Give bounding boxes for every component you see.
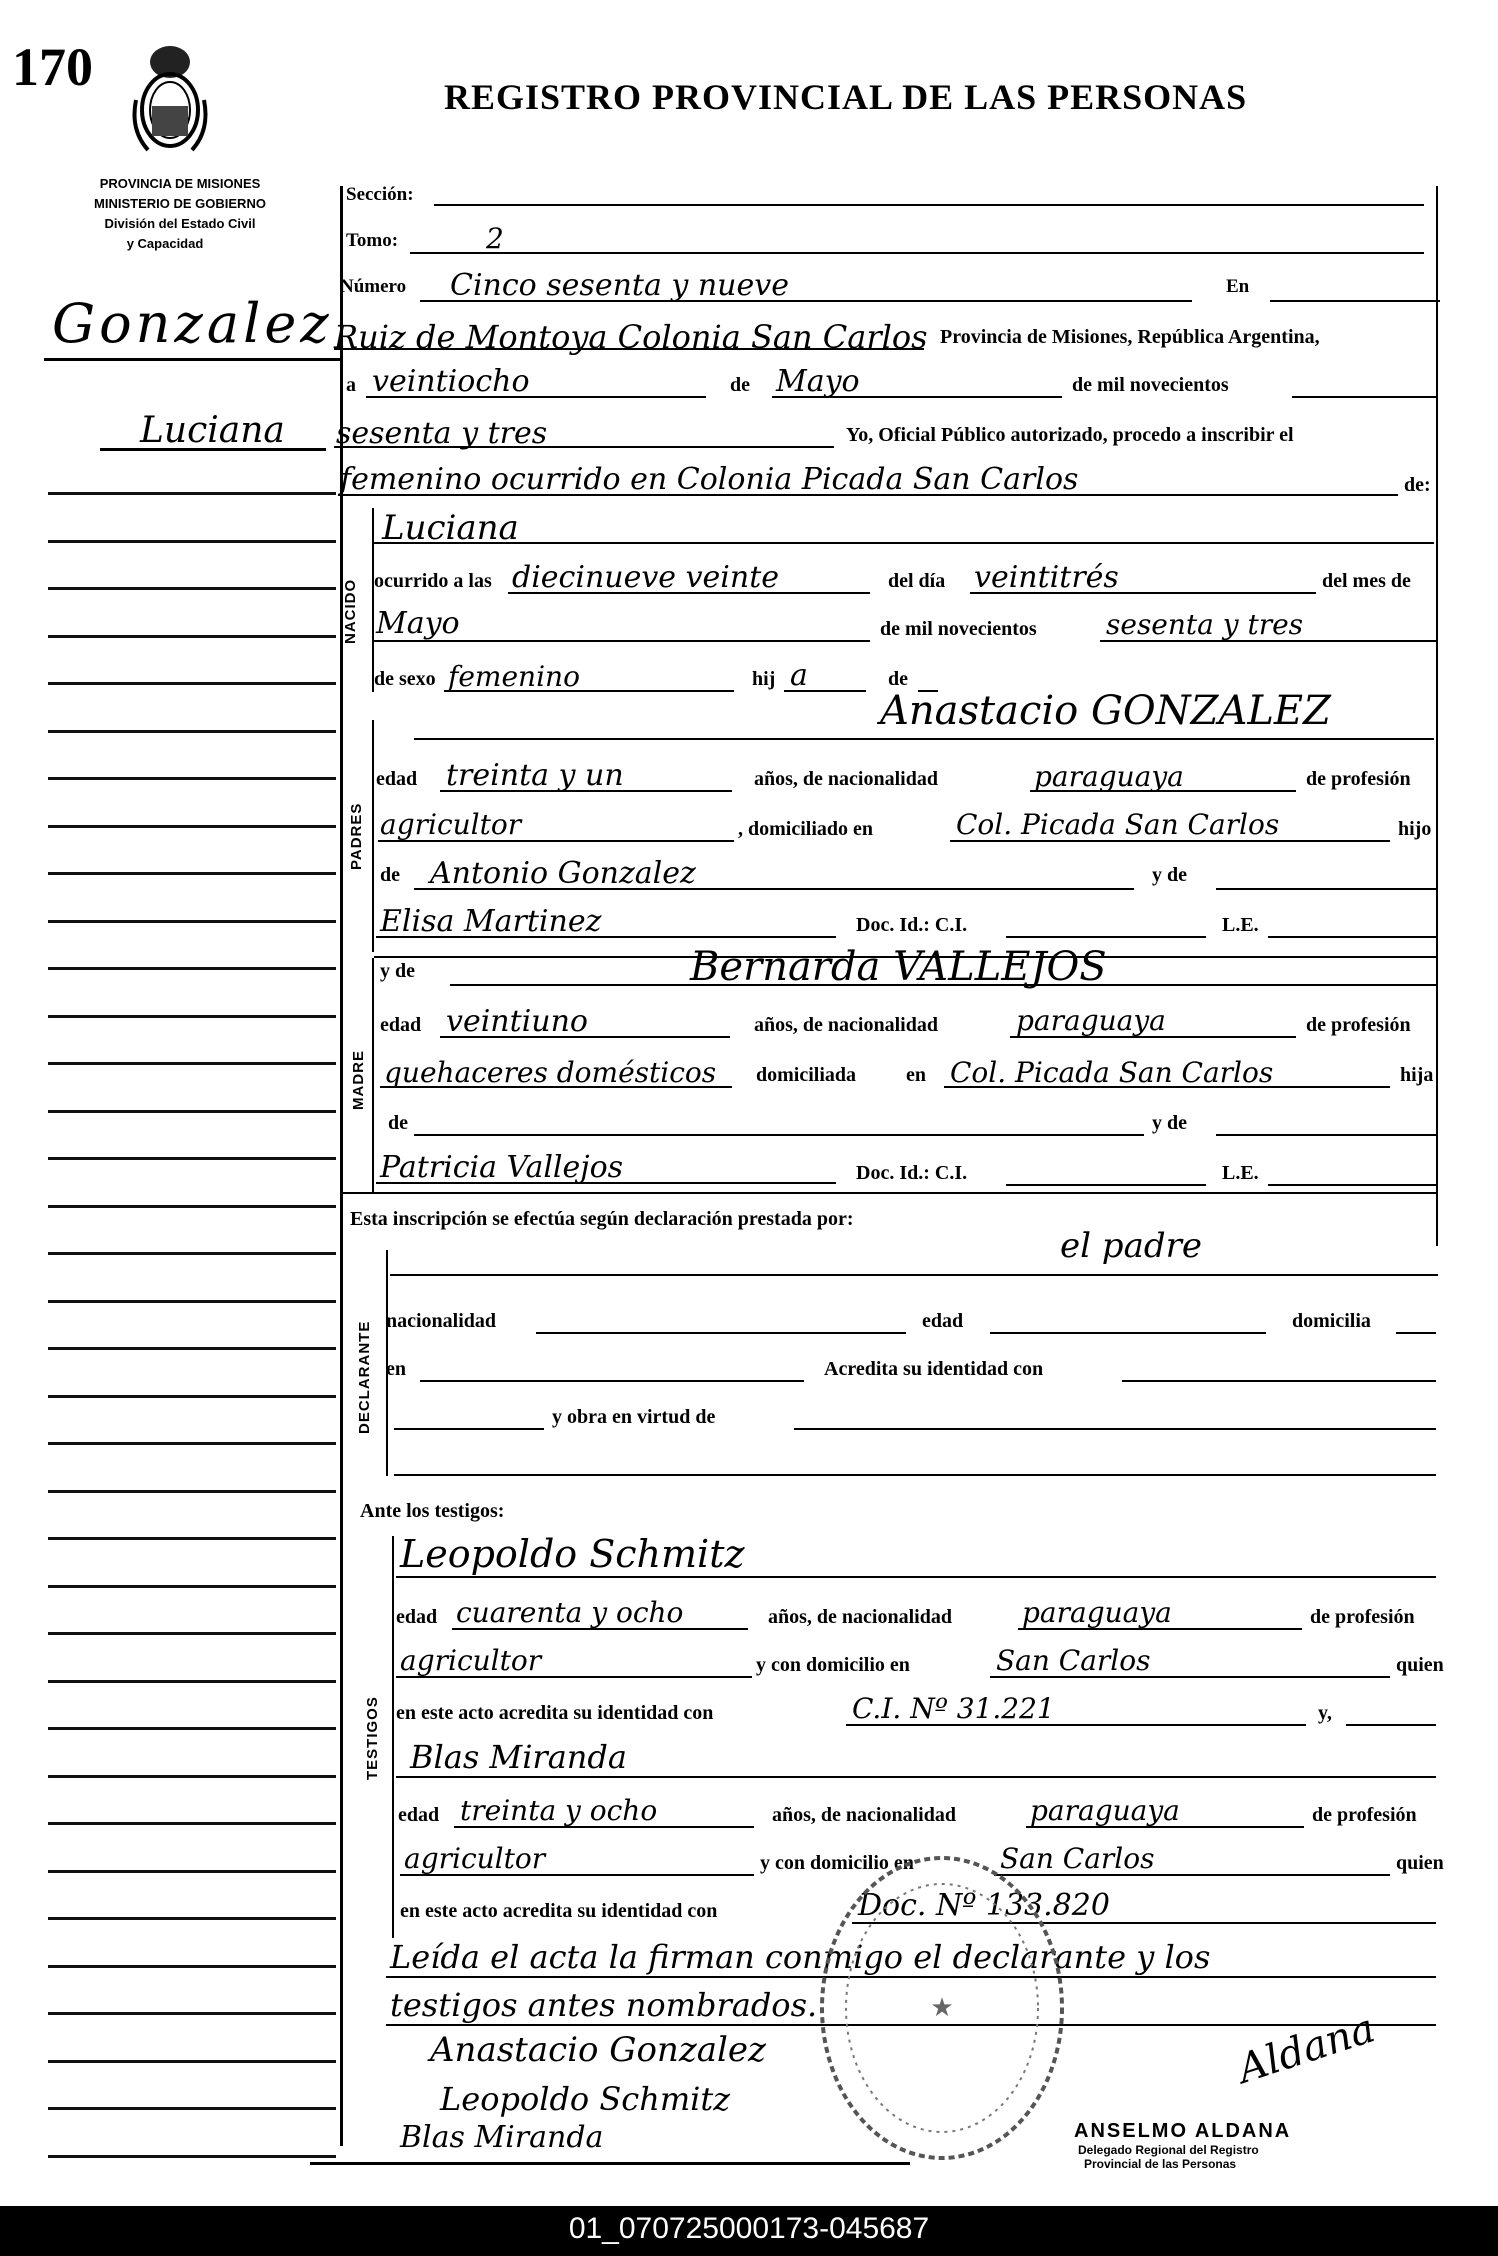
madre-madre-value: Patricia Vallejos <box>380 1150 624 1185</box>
lugar-nacimiento-field <box>338 494 1398 496</box>
madre-y-de-field <box>1216 1134 1436 1136</box>
testigo2-quien-label: quien <box>1396 1852 1444 1874</box>
de2-label: de <box>888 668 908 690</box>
margin-rule-line <box>48 587 336 590</box>
en-field <box>1270 300 1440 302</box>
testigo2-edad-value: treinta y ocho <box>460 1794 658 1827</box>
madre-profesion-value: quehaceres domésticos <box>384 1056 717 1089</box>
padre-de-label: de <box>380 864 400 886</box>
madre-le-label: L.E. <box>1222 1162 1259 1184</box>
margin-rule-line <box>48 777 336 780</box>
a-label: a <box>346 374 356 396</box>
testigo1-domicilio-value: San Carlos <box>996 1644 1151 1677</box>
margin-rule-line <box>48 1680 336 1683</box>
margin-surname: Gonzalez <box>52 292 333 355</box>
testigos-label: Ante los testigos: <box>360 1500 505 1522</box>
tomo-value: 2 <box>486 222 504 255</box>
tomo-field <box>410 252 1424 254</box>
margin-rule-line <box>48 2107 336 2110</box>
madre-edad-field <box>440 1036 730 1038</box>
testigo1-y-field <box>1346 1724 1436 1726</box>
testigo1-domicilio-field <box>990 1676 1390 1678</box>
margin-rule-line <box>48 2012 336 2015</box>
madre-en-label: en <box>906 1064 926 1086</box>
padre-y-de-label: y de <box>1152 864 1187 886</box>
declarante-value: el padre <box>1060 1226 1202 1266</box>
sheet-number: 170 <box>12 37 93 97</box>
madre-le-field <box>1268 1184 1436 1186</box>
mil-novecientos-label: de mil novecientos <box>1072 374 1229 396</box>
anio-field <box>1100 640 1438 642</box>
padre-profesion-label: de profesión <box>1306 768 1411 790</box>
testigo1-value: Leopoldo Schmitz <box>400 1532 745 1576</box>
agency-capacity: y Capacidad <box>126 236 204 251</box>
mes-inscripcion-value: Mayo <box>776 364 860 399</box>
margin-rule-line <box>48 730 336 733</box>
hij-label: hij <box>752 668 776 690</box>
hora-value: diecinueve veinte <box>512 560 780 595</box>
numero-field <box>420 300 1192 302</box>
testigo1-doc-field <box>846 1724 1306 1726</box>
margin-rule-line <box>48 872 336 875</box>
testigos-bracket <box>392 1536 394 1938</box>
dia-value: veintitrés <box>974 560 1119 595</box>
madre-hija-label: hija <box>1400 1064 1434 1086</box>
firma-testigo-1: Leopoldo Schmitz <box>440 2080 731 2118</box>
madre-nacionalidad-field <box>1010 1036 1296 1038</box>
padre-domicilio-field <box>950 840 1390 842</box>
madre-edad-label: edad <box>380 1014 422 1036</box>
agency-block <box>40 174 320 254</box>
del-dia-label: del día <box>888 570 946 592</box>
nombre-value: Luciana <box>382 508 519 548</box>
nombre-field <box>374 542 1434 544</box>
madre-madre-field <box>376 1182 836 1184</box>
margin-rule-line <box>48 1252 336 1255</box>
padre-field <box>414 738 1434 740</box>
padre-nacionalidad-value: paraguaya <box>1034 760 1184 793</box>
padre-padre-field <box>414 888 1134 890</box>
margin-rule-line <box>48 967 336 970</box>
testigo1-doc-value: C.I. Nº 31.221 <box>852 1692 1055 1725</box>
madre-bottom-rule <box>340 1192 1436 1194</box>
hij-field <box>784 690 866 692</box>
firma-declarante: Anastacio Gonzalez <box>430 2030 766 2070</box>
declarante-en-field <box>420 1380 804 1382</box>
mil-novecientos-2-label: de mil novecientos <box>880 618 1037 640</box>
testigo2-domicilio-label: y con domicilio en <box>760 1852 914 1874</box>
testigo2-profesion-value: agricultor <box>404 1842 546 1875</box>
margin-rule-line <box>48 2060 336 2063</box>
hij-suffix-value: a <box>790 658 808 693</box>
testigo2-field <box>396 1776 1436 1778</box>
side-label-padres: PADRES <box>348 802 365 870</box>
side-label-declarante: DECLARANTE <box>356 1320 373 1434</box>
lugar-value: Ruiz de Montoya Colonia San Carlos <box>334 318 928 356</box>
padres-bracket <box>372 720 374 952</box>
declarante-obra-field <box>794 1428 1436 1430</box>
sexo-label: de sexo <box>374 668 436 690</box>
padre-profesion-value: agricultor <box>380 808 522 841</box>
agency-ministry: MINISTERIO DE GOBIERNO <box>94 196 266 211</box>
margin-rule-line <box>48 1490 336 1493</box>
nacido-bracket <box>372 508 374 692</box>
sexo-value: femenino <box>448 660 580 693</box>
dia-inscripcion-field <box>366 396 706 398</box>
padre-y-de-field <box>1216 888 1436 890</box>
margin-given-name: Luciana <box>140 410 285 451</box>
margin-rule-line <box>48 1347 336 1350</box>
madre-profesion-field <box>380 1086 732 1088</box>
de-colon-label: de: <box>1404 474 1431 496</box>
testigo1-acredita-label: en este acto acredita su identidad con <box>396 1702 714 1724</box>
testigo1-profesion-value: agricultor <box>400 1644 542 1677</box>
margin-rule-line <box>48 1537 336 1540</box>
mes-field <box>374 640 870 642</box>
margin-rule-line <box>48 492 336 495</box>
madre-nacionalidad-value: paraguaya <box>1016 1004 1166 1037</box>
testigo2-domicilio-value: San Carlos <box>1000 1842 1155 1875</box>
testigo2-doc-value: Doc. Nº 133.820 <box>858 1888 1110 1923</box>
declarante-field <box>390 1274 1438 1276</box>
margin-rule-line <box>48 1917 336 1920</box>
testigo2-profesion-label: de profesión <box>1312 1804 1417 1826</box>
madre-edad-value: veintiuno <box>446 1004 588 1039</box>
main-right-border <box>1436 186 1438 1246</box>
margin-rule-line <box>48 1965 336 1968</box>
testigo2-edad-field <box>454 1826 754 1828</box>
margin-rule-line <box>48 1585 336 1588</box>
side-label-nacido: NACIDO <box>342 578 359 644</box>
madre-padre-field <box>414 1134 1144 1136</box>
margin-rule-line <box>48 1062 336 1065</box>
margin-rule-line <box>48 635 336 638</box>
numero-label: Número <box>340 276 407 297</box>
document-title: REGISTRO PROVINCIAL DE LAS PERSONAS <box>444 77 1248 117</box>
testigo2-nacionalidad-field <box>1026 1826 1304 1828</box>
provincia-label: Provincia de Misiones, República Argentina, <box>940 326 1320 348</box>
declarante-domicilia-label: domicilia <box>1292 1310 1371 1332</box>
padre-domicilio-label: , domiciliado en <box>738 818 874 840</box>
padre-padre-value: Antonio Gonzalez <box>430 856 696 891</box>
del-mes-de-label: del mes de <box>1322 570 1411 592</box>
seccion-field <box>434 204 1424 206</box>
madre-profesion-label: de profesión <box>1306 1014 1411 1036</box>
anio-inscripcion-value: sesenta y tres <box>336 416 548 451</box>
declarante-obra-label: y obra en virtud de <box>552 1406 716 1428</box>
testigo2-nacionalidad-value: paraguaya <box>1030 1794 1180 1827</box>
margin-rule-line <box>48 1395 336 1398</box>
madre-de-label: de <box>388 1112 408 1134</box>
svg-text:★: ★ <box>930 1993 954 2022</box>
testigo1-quien-label: quien <box>1396 1654 1444 1676</box>
declarante-obra-pre-field <box>394 1428 544 1430</box>
acta-line-1: Leída el acta la firman conmigo el declarante y los <box>390 1938 1211 1976</box>
margin-rule-line <box>48 1632 336 1635</box>
declarante-domicilia-field <box>1396 1332 1436 1334</box>
margin-rule-line <box>48 1727 336 1730</box>
madre-y-de-label: y de <box>380 960 415 982</box>
dia-field <box>970 592 1316 594</box>
padre-madre-value: Elisa Martinez <box>380 904 602 939</box>
testigo2-nacionalidad-label: años, de nacionalidad <box>772 1804 956 1826</box>
declarante-extra-field <box>394 1474 1436 1476</box>
margin-rule-line <box>48 2155 336 2158</box>
seccion-label: Sección: <box>346 184 414 205</box>
margin-rule-line <box>48 1015 336 1018</box>
margin-rule-line <box>48 1157 336 1160</box>
madre-domicilio-value: Col. Picada San Carlos <box>950 1056 1274 1089</box>
madre-doc-label: Doc. Id.: C.I. <box>856 1162 968 1184</box>
de-label: de <box>730 374 750 396</box>
stamp-name: ANSELMO ALDANA <box>1074 2120 1292 2142</box>
yo-oficial-label: Yo, Oficial Público autorizado, procedo a inscribir el <box>846 424 1294 446</box>
firma-oficial: Aldana <box>1232 2005 1381 2093</box>
sexo-field <box>444 690 734 692</box>
declarante-en-label: en <box>386 1358 406 1380</box>
testigo2-acredita-label: en este acto acredita su identidad con <box>400 1900 718 1922</box>
dia-inscripcion-value: veintiocho <box>372 364 530 399</box>
numero-value: Cinco sesenta y nueve <box>450 268 789 303</box>
lugar-nacimiento-value: femenino ocurrido en Colonia Picada San Carlos <box>340 462 1079 497</box>
testigo1-edad-value: cuarenta y ocho <box>456 1596 684 1629</box>
margin-rule-line <box>48 1300 336 1303</box>
coat-of-arms-icon <box>128 40 212 158</box>
padre-edad-label: edad <box>376 768 418 790</box>
margin-rule-line <box>48 825 336 828</box>
testigo1-field <box>396 1576 1436 1578</box>
padre-doc-label: Doc. Id.: C.I. <box>856 914 968 936</box>
footer-id: 01_070725000173-045687 <box>568 2212 930 2245</box>
margin-rule-line <box>48 540 336 543</box>
testigo1-nacionalidad-value: paraguaya <box>1022 1596 1172 1629</box>
testigo1-nacionalidad-field <box>1018 1628 1302 1630</box>
padre-domicilio-value: Col. Picada San Carlos <box>956 808 1280 841</box>
declarante-edad-field <box>990 1332 1266 1334</box>
margin-rule-line <box>48 1442 336 1445</box>
testigo2-edad-label: edad <box>398 1804 440 1826</box>
padre-doc-field <box>1006 936 1206 938</box>
testigo1-edad-field <box>452 1628 748 1630</box>
margin-rule-line <box>48 682 336 685</box>
testigo1-nacionalidad-label: años, de nacionalidad <box>768 1606 952 1628</box>
testigo2-value: Blas Miranda <box>410 1738 627 1776</box>
margin-name-underline <box>44 358 340 361</box>
madre-value: Bernarda VALLEJOS <box>690 944 1107 990</box>
firma-testigo-2: Blas Miranda <box>400 2120 604 2155</box>
padre-nacionalidad-label: años, de nacionalidad <box>754 768 938 790</box>
stamp-role-2: Provincial de las Personas <box>1084 2157 1237 2171</box>
padre-le-label: L.E. <box>1222 914 1259 936</box>
madre-y-de-2-label: y de <box>1152 1112 1187 1134</box>
padre-edad-field <box>440 790 732 792</box>
side-label-testigos: TESTIGOS <box>364 1696 381 1780</box>
tomo-label: Tomo: <box>346 230 399 251</box>
declarante-edad-label: edad <box>922 1310 964 1332</box>
official-seal-icon <box>812 1848 1072 2168</box>
margin-rule-line <box>48 1870 336 1873</box>
madre-doc-field <box>1006 1184 1206 1186</box>
madre-domiciliada-label: domiciliada <box>756 1064 857 1086</box>
declarante-acredita-field <box>1122 1380 1436 1382</box>
padre-edad-value: treinta y un <box>446 758 624 793</box>
padre-profesion-field <box>378 840 734 842</box>
padre-le-field <box>1268 936 1436 938</box>
stamp-role-1: Delegado Regional del Registro <box>1078 2143 1259 2157</box>
anio-inscripcion-field <box>334 446 834 448</box>
margin-rule-line <box>48 1205 336 1208</box>
margin-rule-line <box>48 1110 336 1113</box>
en-label: En <box>1226 276 1250 297</box>
testigo1-profesion-field <box>396 1676 752 1678</box>
agency-province: PROVINCIA DE MISIONES <box>99 176 261 191</box>
margin-rule-line <box>48 1775 336 1778</box>
declarante-nacionalidad-field <box>536 1332 906 1334</box>
testigo2-profesion-field <box>400 1874 754 1876</box>
ocurrido-label: ocurrido a las <box>374 570 492 592</box>
testigo1-domicilio-label: y con domicilio en <box>756 1654 910 1676</box>
padre-nacionalidad-field <box>1030 790 1296 792</box>
margin-rule-line <box>48 920 336 923</box>
declaracion-label: Esta inscripción se efectúa según declaración prestada por: <box>350 1208 854 1230</box>
testigo1-y-label: y, <box>1318 1702 1332 1724</box>
madre-domicilio-field <box>944 1086 1390 1088</box>
margin-name-underline-2 <box>100 448 326 451</box>
lugar-field <box>334 348 924 350</box>
anio-value: sesenta y tres <box>1106 608 1304 641</box>
padre-madre-field <box>376 936 836 938</box>
testigo1-profesion-label: de profesión <box>1310 1606 1415 1628</box>
hora-field <box>508 592 870 594</box>
mil-novecientos-field <box>1292 396 1438 398</box>
declarante-nacionalidad-label: nacionalidad <box>386 1310 497 1332</box>
madre-field <box>450 984 1436 986</box>
testigo1-edad-label: edad <box>396 1606 438 1628</box>
padre-hijo-label: hijo <box>1398 818 1432 840</box>
padre-value: Anastacio GONZALEZ <box>880 688 1331 734</box>
mes-inscripcion-field <box>772 396 1062 398</box>
side-label-madre: MADRE <box>350 1050 367 1110</box>
madre-nacionalidad-label: años, de nacionalidad <box>754 1014 938 1036</box>
acta-line-2: testigos antes nombrados. <box>390 1986 818 2024</box>
margin-rule-line <box>48 1822 336 1825</box>
official-stamp <box>1074 2120 1291 2171</box>
declarante-acredita-label: Acredita su identidad con <box>824 1358 1044 1380</box>
madre-bracket <box>372 958 374 1192</box>
agency-division: División del Estado Civil <box>104 216 256 231</box>
mes-value: Mayo <box>376 606 460 641</box>
